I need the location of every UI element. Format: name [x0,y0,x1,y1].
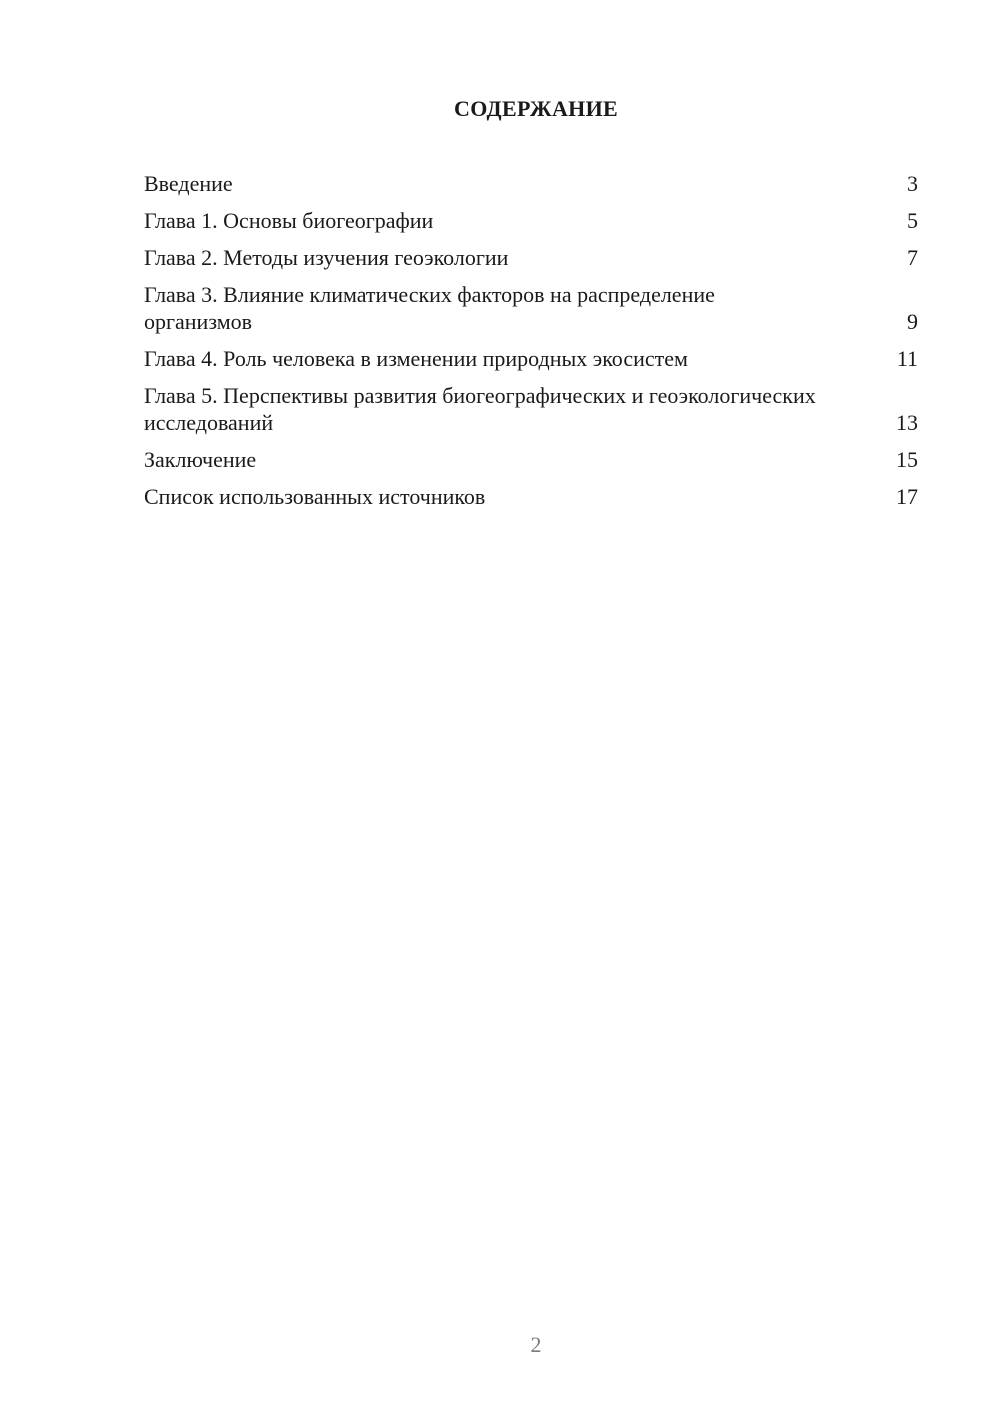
toc-entry-chapter-2 [144,244,918,271]
toc-entry-label: Глава 1. Основы биогеографии [144,208,434,233]
toc-entry-label: Заключение [144,447,257,472]
toc-entry-label: Введение [144,171,233,196]
toc-entry-chapter-4 [144,345,918,372]
toc-entry-page: 9 [907,309,918,334]
toc-entry-page: 5 [907,208,918,233]
toc-entry-chapter-5 [144,382,918,436]
toc-entry-introduction [144,170,918,197]
toc-entry-label: Список использованных источников [144,484,486,509]
toc-entry-chapter-1 [144,207,918,234]
toc-entry-references [144,483,918,510]
page-title: СОДЕРЖАНИЕ [454,96,618,121]
toc-entry-page: 15 [896,447,918,472]
toc-entry-chapter-3 [144,281,918,335]
toc-entry-page: 3 [907,171,918,196]
toc-entry-page: 17 [896,484,918,509]
toc-entry-page: 7 [907,245,918,270]
toc-entry-label: Глава 4. Роль человека в изменении природных экосистем [144,346,688,371]
page-number: 2 [530,1332,542,1357]
table-of-contents [144,170,918,520]
toc-entry-page: 13 [896,410,918,435]
toc-entry-page: 11 [896,346,918,371]
toc-entry-label: Глава 5. Перспективы развития биогеографических и геоэкологических исследований [144,383,816,435]
toc-entry-label: Глава 3. Влияние климатических факторов на распределение организмов [144,282,715,334]
toc-entry-conclusion [144,446,918,473]
toc-entry-label: Глава 2. Методы изучения геоэкологии [144,245,509,270]
